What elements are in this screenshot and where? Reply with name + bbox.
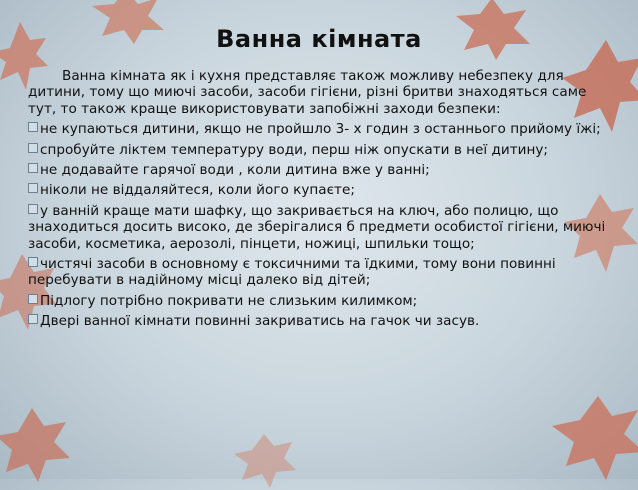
square-bullet-icon: [28, 204, 38, 214]
square-bullet-icon: [28, 163, 38, 173]
intro-paragraph: Ванна кімната як і кухня представляє також можливу небезпеку для дитини, тому що миючі засоби, засоби гігієни, різні бритви знаходяться саме тут, то також краще використовувати запобіжні заходи безпеки:: [28, 68, 587, 117]
list-item-text: спробуйте ліктем температуру води, перш ніж опускати в неї дитину;: [40, 141, 549, 158]
list-item: [28, 293, 614, 309]
list-item-text: чистячі засоби в основному є токсичними та їдкими, тому вони повинні перебувати в надійному місці далеко від дітей;: [28, 256, 556, 289]
list-item: [28, 142, 614, 158]
list-item: [28, 256, 614, 289]
list-item: [28, 182, 614, 198]
list-item: [28, 313, 614, 329]
list-item-text: Підлогу потрібно покривати не слизьким килимком;: [40, 292, 418, 309]
slide-title: Ванна кімната: [216, 25, 422, 53]
slide-body: [28, 68, 614, 334]
square-bullet-icon: [28, 143, 38, 153]
square-bullet-icon: [28, 314, 38, 324]
list-item: [28, 121, 614, 137]
leaf-decoration-icon: [0, 404, 72, 484]
square-bullet-icon: [28, 294, 38, 304]
list-item: [28, 203, 614, 252]
square-bullet-icon: [28, 257, 38, 267]
list-item-text: Двері ванної кімнати повинні закриватись на гачок чи засув.: [40, 313, 480, 330]
leaf-decoration-icon: [548, 392, 638, 482]
leaf-decoration-icon: [230, 430, 300, 490]
list-item-text: ніколи не віддаляйтеся, коли його купаєте;: [40, 182, 355, 199]
square-bullet-icon: [28, 183, 38, 193]
list-item-text: не купаються дитини, якщо не пройшло 3- х годин з останнього прийому їжі;: [40, 121, 601, 138]
list-item-text: у ванній краще мати шафку, що закривається на ключ, або полицю, що знаходиться досить високо, де зберігалися б предмети особистої гігієни, миючі засоби, косметика, аерозолі, пінцети, ножиці, шпильки тощо;: [28, 202, 606, 252]
list-item: [28, 162, 614, 178]
list-item-text: не додавайте гарячої води , коли дитина вже у ванні;: [40, 162, 430, 179]
square-bullet-icon: [28, 122, 38, 132]
